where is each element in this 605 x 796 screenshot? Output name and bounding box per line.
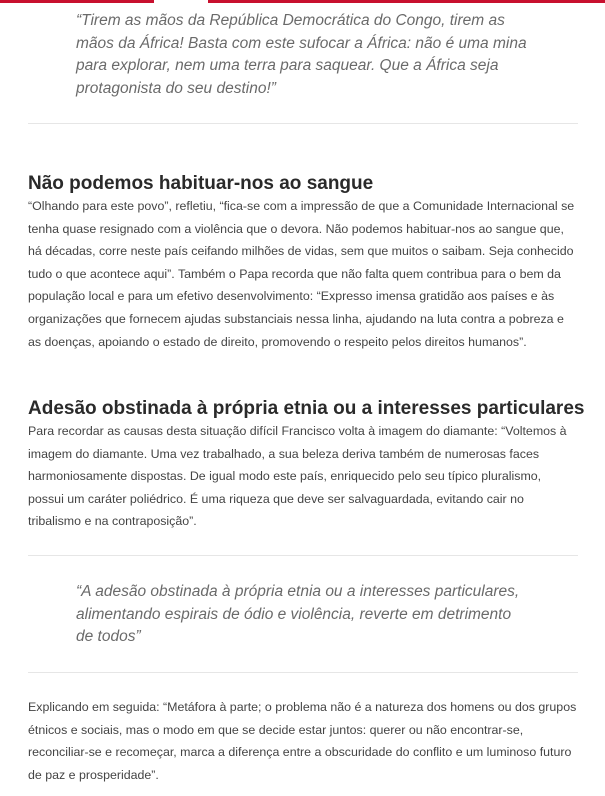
section-heading-blood: Não podemos habituar-nos ao sangue [28, 173, 374, 194]
divider [28, 672, 578, 673]
pull-quote-1: “Tirem as mãos da República Democrática do Congo, tirem as mãos da África! Basta com este sufocar a África: não é uma mina para explorar, nem uma terra para saquear. Que a África seja protagonista do seu destino!” [76, 12, 527, 97]
top-accent-bar-right [208, 0, 605, 3]
top-accent-bar-left [0, 0, 154, 3]
closing-paragraph: Explicando em seguida: “Metáfora à parte; o problema não é a natureza dos homens ou dos grupos étnicos e sociais, mas o modo em que se decide estar juntos: querer ou não encontrar-se, reconciliar-se e recomeçar, marca a diferença entre a obscuridade do conflito e um luminoso futuro de paz e prosperidade”. [28, 700, 577, 782]
section-paragraph-ethnicity: Para recordar as causas desta situação difícil Francisco volta à imagem do diamante: “Voltemos à imagem do diamante. Uma vez trabalhado, a sua beleza deriva também de numerosas faces harmoniosamente dispostas. De igual modo este país, enriquecido pelo seu típico pluralismo, possui um caráter poliédrico. É uma riqueza que deve ser salvaguardada, evitando cair no tribalismo e na contraposição”. [28, 424, 567, 529]
section-paragraph-blood: “Olhando para este povo”, refletiu, “fica-se com a impressão de que a Comunidade Internacional se tenha quase resignado com a violência que o devora. Não podemos habituar-nos ao sangue que, há décadas, corre neste país ceifando milhões de vidas, sem que muitos o saibam. Seja conhecido tudo o que acontece aqui”. Também o Papa recorda que não falta quem contribua para o bem da população local e para um efetivo desenvolvimento: “Expresso imensa gratidão aos países e às organizações que fornecem ajudas substanciais nessa linha, ajudando na luta contra a pobreza e as doenças, apoiando o estado de direito, promovendo o respeito pelos direitos humanos”. [28, 199, 575, 349]
pull-quote-2: “A adesão obstinada à própria etnia ou a interesses particulares, alimentando espirais de ódio e violência, reverte em detrimento de todos” [76, 583, 520, 645]
section-heading-ethnicity: Adesão obstinada à própria etnia ou a interesses particulares [28, 398, 585, 419]
divider [28, 123, 578, 124]
divider [28, 555, 578, 556]
